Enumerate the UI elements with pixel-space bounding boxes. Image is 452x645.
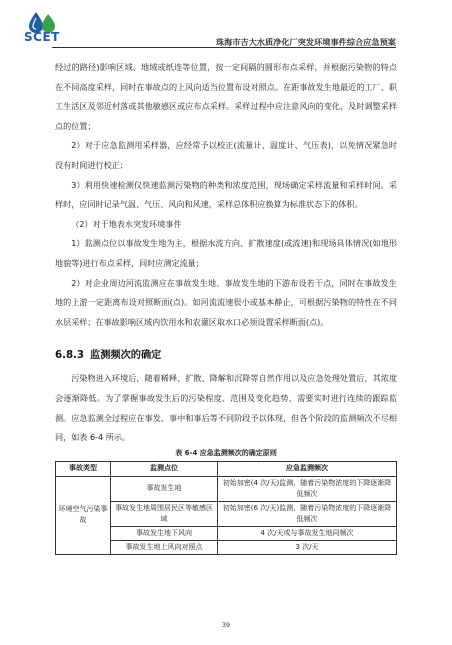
- table-header-cell: 应急监测频次: [218, 461, 397, 476]
- header-divider: [52, 47, 396, 48]
- page-header: [0, 0, 452, 50]
- table-caption: 表 6-4 应急监测频次的确定原则: [175, 448, 277, 457]
- paragraph-water-2: 2）对企业周边河流监测应在事故发生地、事故发生地的下游布设若干点，同时在事故发生地的上游一定距离布设对照断面(点)。如河流流速很小或基本静止，可根据污染物的特性在不同水层采样；在事故影响区域内饮用水和农灌区取水口必须设置采样断面(点)。: [55, 277, 397, 327]
- logo-text: SCET: [24, 30, 60, 44]
- table-cell-frequency: 4 次/天或与事故发生地同频次: [218, 526, 397, 540]
- page-number: 39: [221, 621, 231, 629]
- table-header-cell: 事故类型: [56, 461, 111, 476]
- subheading-surface-water: （2）对于地表水突发环境事件: [71, 218, 182, 229]
- section-title: 监测频次的确定: [90, 350, 162, 362]
- header-title: 珠海市吉大水质净化厂突发环境事件综合应急预案: [215, 37, 396, 47]
- section-heading: [55, 346, 397, 361]
- table-cell-frequency: 3 次/天: [218, 540, 397, 554]
- page-content: [55, 58, 397, 555]
- paragraph-frequency: 污染物进入环境后，随着稀释、扩散、降解和沉降等自然作用以及应急处理处置后，其浓度会逐渐降低。为了掌握事故发生后的污染程度、范围及变化趋势，需要实时进行连续的跟踪监测。应急监测全过程应在事发、事中和事后等不同阶段予以体现，但各个阶段的监测频次不尽相同，如表 6-4 所示。: [55, 373, 397, 443]
- paragraph-air-3: 3）利用快速检测仪快速监测污染物的种类和浓度范围，现场确定采样流量和采样时间。采样时，应同时记录气温、气压、风向和风速，采样总体积应换算为标准状态下的体积。: [55, 179, 397, 210]
- table-cell-frequency: 初始加密(6 次/天)监测，随着污染物浓度的下降逐渐降低频次: [218, 501, 397, 526]
- table-cell-point: 事故发生地周围居民区等敏感区域: [111, 501, 218, 526]
- paragraph-air-1: 经过的路径)影响区域、地域或纸连等位置，按一定间隔的圆形布点采样，并根据污染物的特点在不同高度采样，同时在事故点的上风向适当位置布设对照点。在距事故发生地最近的工厂、职工生活区及邻近村落或其他敏感区或应布点采样。采样过程中应注意风向的变化，及时调整采样点的位置；: [55, 62, 397, 131]
- table-cell-point: 事故发生地上风向对照点: [111, 540, 218, 554]
- table-cell-frequency: 初始加密(4 次/天)监测，随着污染物浓度的下降逐渐降低频次: [218, 476, 397, 501]
- paragraph-air-2: 2）对于应急监测用采样器，应经常予以校正(流量计、温度计、气压表)，以免情况紧急时没有时间进行校正；: [55, 140, 397, 170]
- table-row: [56, 476, 397, 501]
- table-cell-type: 环境空气污染事故: [56, 476, 111, 554]
- table-cell-point: 事故发生地下风向: [111, 526, 218, 540]
- table-header-row: [56, 461, 397, 476]
- section-number: 6.8.3: [55, 350, 85, 362]
- table-cell-point: 事故发生地: [111, 476, 218, 501]
- paragraph-water-1: 1）监测点位以事故发生地为主，根据水流方向、扩散速度(或流速)和现场具体情况(如地形地貌等)进行布点采样，同时应测定流量；: [55, 238, 397, 268]
- frequency-table: [55, 461, 397, 555]
- table-header-cell: 监测点位: [111, 461, 218, 476]
